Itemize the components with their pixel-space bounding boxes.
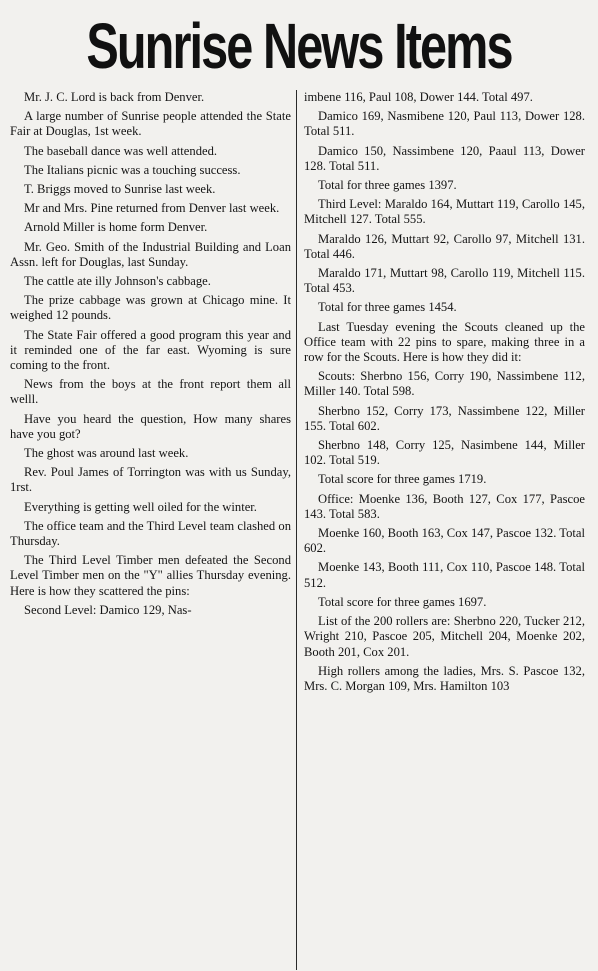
article-columns <box>6 90 592 970</box>
news-item: Sherbno 152, Corry 173, Nassimbene 122, Miller 155. Total 602. <box>304 403 585 433</box>
news-item-continued: imbene 116, Paul 108, Dower 144. Total 497. <box>304 90 533 104</box>
news-item: Everything is getting well oiled for the winter. <box>24 499 257 514</box>
news-item: Arnold Miller is home form Denver. <box>24 220 208 235</box>
headline: Sunrise News Items <box>86 10 512 82</box>
right-column <box>300 90 587 970</box>
news-item: Total for three games 1397. <box>318 178 457 193</box>
news-item: Mr. J. C. Lord is back from Denver. <box>24 90 205 104</box>
news-item: Rev. Poul James of Torrington was with us Sunday, 1rst. <box>10 465 291 495</box>
news-item: Moenke 143, Booth 111, Cox 110, Pascoe 148. Total 512. <box>304 560 585 590</box>
news-item: Mr and Mrs. Pine returned from Denver last week. <box>24 201 280 216</box>
news-item: Damico 169, Nasmibene 120, Paul 113, Dower 128. Total 511. <box>304 109 585 139</box>
news-item: Total score for three games 1697. <box>318 594 487 609</box>
news-item: Maraldo 126, Muttart 92, Carollo 97, Mitchell 131. Total 446. <box>304 231 585 261</box>
news-item: News from the boys at the front report them all welll. <box>10 377 291 407</box>
news-item: The prize cabbage was grown at Chicago mine. It weighed 12 pounds. <box>10 293 291 323</box>
news-item: T. Briggs moved to Sunrise last week. <box>24 182 216 197</box>
news-item: The baseball dance was well attended. <box>24 143 218 158</box>
news-item: Scouts: Sherbno 156, Corry 190, Nassimbene 112, Miller 140. Total 598. <box>304 369 585 399</box>
left-column <box>6 90 293 970</box>
news-item: Total score for three games 1719. <box>318 472 487 487</box>
news-item: Mr. Geo. Smith of the Industrial Building and Loan Assn. left for Douglas, last Sunday. <box>10 239 291 269</box>
column-divider <box>296 90 297 970</box>
news-item: A large number of Sunrise people attended the State Fair at Douglas, 1st week. <box>10 109 291 139</box>
news-item: List of the 200 rollers are: Sherbno 220, Tucker 212, Wright 210, Pascoe 205, Mitchell 204, Moenke 202, Booth 201, Cox 201. <box>304 614 585 659</box>
news-item: Sherbno 148, Corry 125, Nasimbene 144, Miller 102. Total 519. <box>304 438 585 468</box>
news-item: The State Fair offered a good program this year and it reminded one of the far east. Wyoming is sure coming to the front. <box>10 327 291 373</box>
news-item: The Third Level Timber men defeated the Second Level Timber men on the "Y" allies Thursday evening. Here is how they scattered the pins: <box>10 553 291 598</box>
news-item: Damico 150, Nassimbene 120, Paaul 113, Dower 128. Total 511. <box>304 143 585 173</box>
news-item: Last Tuesday evening the Scouts cleaned up the Office team with 22 pins to spare, making three in a row for the Scouts. Here is how they did it: <box>304 319 585 365</box>
news-item: High rollers among the ladies, Mrs. S. Pascoe 132, Mrs. C. Morgan 109, Mrs. Hamilton 103 <box>304 663 585 693</box>
news-item: Office: Moenke 136, Booth 127, Cox 177, Pascoe 143. Total 583. <box>304 491 585 521</box>
news-item: The cattle ate illy Johnson's cabbage. <box>24 274 211 289</box>
news-item: Total for three games 1454. <box>318 300 457 315</box>
news-item: Maraldo 171, Muttart 98, Carollo 119, Mitchell 115. Total 453. <box>304 266 585 296</box>
news-item: Have you heard the question, How many shares have you got? <box>10 411 291 441</box>
news-item: Moenke 160, Booth 163, Cox 147, Pascoe 132. Total 602. <box>304 526 585 556</box>
news-item: The ghost was around last week. <box>24 446 189 461</box>
news-item: The Italians picnic was a touching success. <box>24 162 241 177</box>
news-item: The office team and the Third Level team clashed on Thursday. <box>10 518 291 549</box>
news-item: Second Level: Damico 129, Nas- <box>24 602 192 617</box>
news-item: Third Level: Maraldo 164, Muttart 119, Carollo 145, Mitchell 127. Total 555. <box>304 197 585 227</box>
